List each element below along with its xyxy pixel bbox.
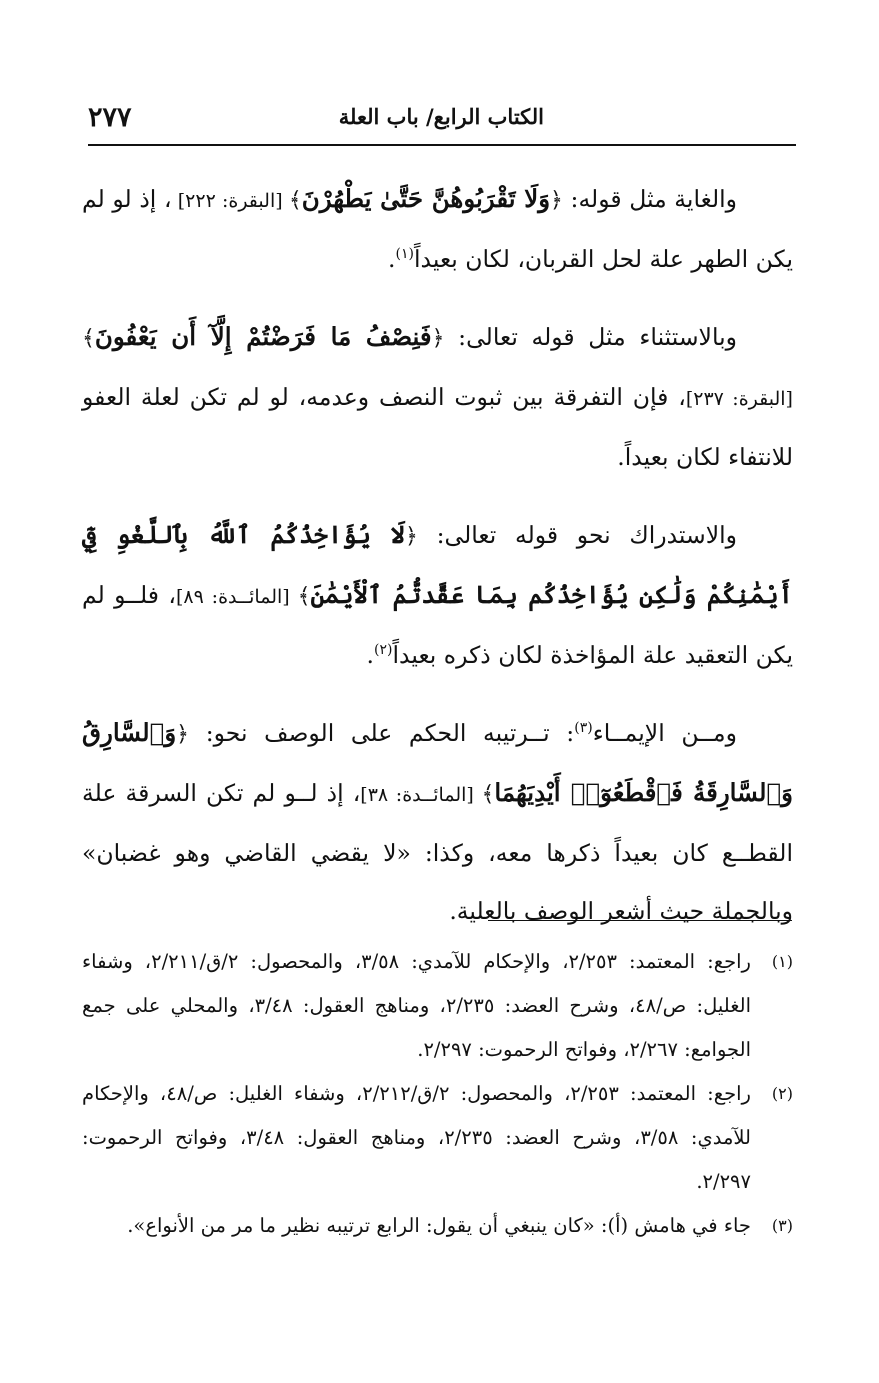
paragraph-text: ، إذ لــو لم تكن السرقة علة القطــع كان بعيداً ذكرها معه، وكذا: «لا يقضي القاضي وهو غضبان» وبالجملة حيث أشعر الوصف بالعلية. <box>82 779 793 925</box>
footnote-3 <box>82 1204 793 1248</box>
footnote-2 <box>82 1072 793 1204</box>
footnote-marker: (٣) <box>574 720 593 737</box>
paragraph-text: ، فلــو لم يكن التعقيد علة المؤاخذة لكان ذكره بعيداً <box>82 581 793 669</box>
footnote-number: (٣) <box>771 1216 793 1235</box>
verse-reference: [البقرة: ٢٣٧] <box>685 388 793 410</box>
paragraph-tail: . <box>388 245 396 273</box>
page-header <box>88 100 796 146</box>
main-text <box>82 170 793 960</box>
paragraph-istithna <box>82 308 793 486</box>
quran-close-bracket: ﴾ <box>288 188 302 213</box>
footnotes <box>82 940 793 1248</box>
paragraph-lead: ومــن الإيمــاء <box>592 719 737 747</box>
paragraph-tail: . <box>366 641 375 669</box>
quran-close-bracket: ﴾ <box>297 584 311 609</box>
footnote-text: جاء في هامش (أ): «كان ينبغي أن يقول: الرابع ترتيبه نظير ما مر من الأنواع». <box>127 1214 751 1237</box>
quran-verse: وَلَا تَقْرَبُوهُنَّ حَتَّىٰ يَطْهُرْنَ <box>301 184 551 213</box>
quran-open-bracket: ﴿ <box>405 524 418 549</box>
paragraph-lead: والاستدراك نحو قوله تعالى: <box>417 521 737 549</box>
paragraph-lead-continued: : تــرتيبه الحكم على الوصف نحو: <box>189 719 575 747</box>
verse-reference: [البقرة: ٢٢٢] <box>171 190 289 212</box>
running-title: الكتاب الرابع/ باب العلة <box>338 104 544 129</box>
footnote-text: راجع: المعتمد: ٢/٢٥٣، والإحكام للآمدي: ٣/٥٨، والمحصول: ٢/ق/٢/٢١١، وشفاء الغليل: ص/٤٨، وشرح العضد: ٢/٢٣٥، ومناهج العقول: ٣/٤٨، والمحلي على جمع الجوامع: ٢/٢٦٧، وفواتح الرحموت: ٢/٢٩٧. <box>82 950 751 1061</box>
quran-open-bracket: ﴿ <box>550 188 563 213</box>
quran-close-bracket: ﴾ <box>481 782 495 807</box>
quran-open-bracket: ﴿ <box>176 722 190 747</box>
quran-open-bracket: ﴿ <box>431 326 445 351</box>
paragraph-text: ، فإن التفرقة بين ثبوت النصف وعدمه، لو لم تكن لعلة العفو للانتفاء لكان بعيداً. <box>82 383 793 471</box>
verse-reference: [المائــدة: ٨٩] <box>175 586 298 608</box>
footnote-marker: (٢) <box>374 642 393 659</box>
paragraph-imaa <box>82 704 793 940</box>
page-number: ٢٧٧ <box>88 102 132 133</box>
footnote-text: راجع: المعتمد: ٢/٢٥٣، والمحصول: ٢/ق/٢/٢١٢، وشفاء الغليل: ص/٤٨، والإحكام للآمدي: ٣/٥٨، وشرح العضد: ٢/٢٣٥، ومناهج العقول: ٣/٤٨، وفواتح الرحموت: ٢/٢٩٧. <box>82 1082 751 1193</box>
quran-verse: فَنِصْفُ مَا فَرَضْتُمْ إِلَّآ أَن يَعْفُونَ <box>94 322 432 351</box>
paragraph-istidrak <box>82 506 793 684</box>
quran-verse: وَٱلسَّارِقُ وَٱلسَّارِقَةُ فَٱقْطَعُوٓا۟ أَيْدِيَهُمَا <box>82 718 793 807</box>
footnote-marker: (١) <box>395 246 414 263</box>
footnote-number: (٢) <box>771 1084 793 1103</box>
paragraph-lead: وبالاستثناء مثل قوله تعالى: <box>444 323 737 351</box>
quran-verse: لَا يُؤَاخِذُكُمُ ٱللَّهُ بِٱللَّغْوِ فِيٓ أَيْمَٰنِكُمْ وَلَٰكِن يُؤَاخِذُكُم بِمَا عَقَّدتُّمُ ٱلْأَيْمَٰنَ <box>82 520 794 609</box>
paragraph-ghaya <box>82 170 793 288</box>
footnote-number: (١) <box>771 952 793 971</box>
footnote-separator <box>488 920 792 921</box>
footnote-1 <box>82 940 793 1072</box>
quran-close-bracket: ﴾ <box>82 326 95 351</box>
verse-reference: [المائــدة: ٣٨] <box>360 784 482 806</box>
paragraph-lead: والغاية مثل قوله: <box>562 185 737 213</box>
paragraph-text: ، إذ لو لم يكن الطهر علة لحل القربان، لكان بعيداً <box>82 185 793 273</box>
